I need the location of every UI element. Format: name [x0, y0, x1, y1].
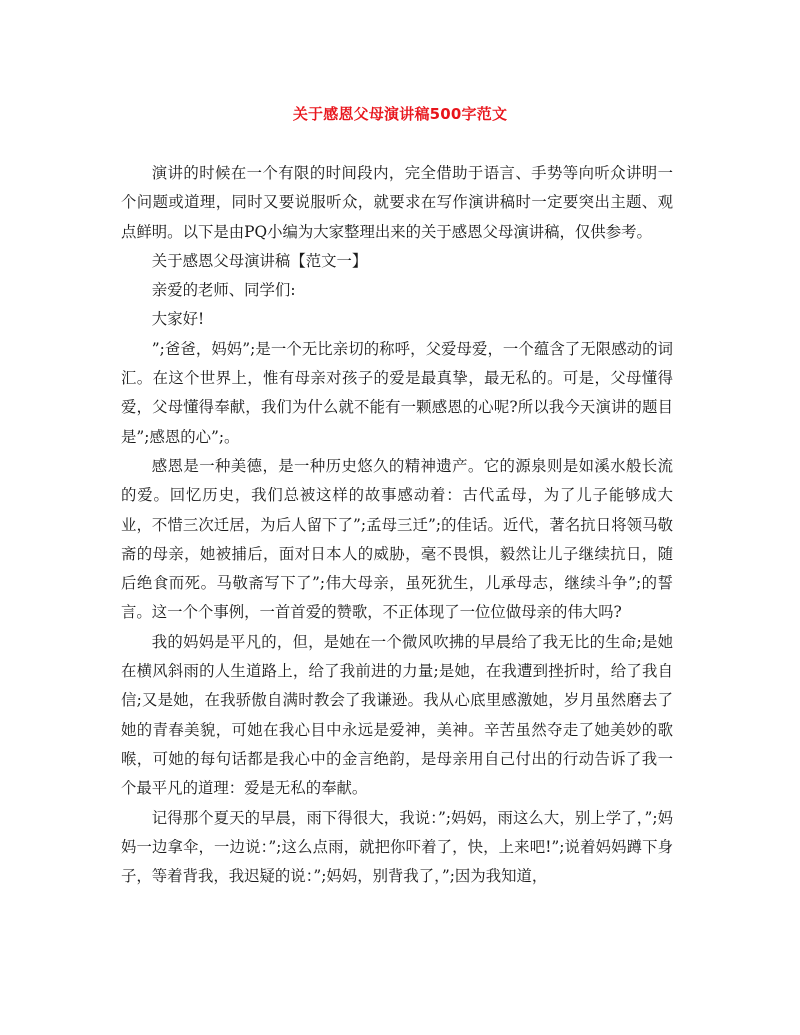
paragraph-heading: 关于感恩父母演讲稿【范文一】 [151, 251, 368, 270]
paragraph-greeting: 大家好! [151, 310, 205, 329]
paragraph-salutation: 亲爱的老师、同学们: [151, 281, 296, 300]
paragraph-body-1: ”;爸爸，妈妈”;是一个无比亲切的称呼，父爱母爱，一个蕴含了无限感动的词汇。在这个世界上，惟有母亲对孩子的爱是最真挚，最无私的。可是，父母懂得爱，父母懂得奉献，我们为什么就不能有一颗感恩的心呢?所以我今天演讲的题目是”;感恩的心”;。 [121, 339, 673, 446]
document-body [121, 159, 673, 891]
paragraph-body-2: 感恩是一种美德，是一种历史悠久的精神遗产。它的源泉则是如溪水般长流的爱。回忆历史，我们总被这样的故事感动着：古代孟母，为了儿子能够成大业，不惜三次迁居，为后人留下了”;孟母三迁”;的佳话。近代，著名抗日将领马敬斋的母亲，她被捕后，面对日本人的威胁，毫不畏惧，毅然让儿子继续抗日，随后绝食而死。马敬斋写下了”;伟大母亲，虽死犹生，儿承母志，继续斗争”;的誓言。这一个个事例，一首首爱的赞歌，不正体现了一位位做母亲的伟大吗? [121, 456, 673, 622]
paragraph-body-4: 记得那个夏天的早晨，雨下得很大，我说：”;妈妈，雨这么大，别上学了，”;妈妈一边拿伞，一边说：”;这么点雨，就把你吓着了，快，上来吧!”;说着妈妈蹲下身子，等着背我，我迟疑的说：”;妈妈，别背我了，”;因为我知道， [121, 808, 673, 886]
paragraph-body-3: 我的妈妈是平凡的，但，是她在一个微风吹拂的早晨给了我无比的生命;是她在横风斜雨的人生道路上，给了我前进的力量;是她，在我遭到挫折时，给了我自信;又是她，在我骄傲自满时教会了我谦逊。我从心底里感激她，岁月虽然磨去了她的青春美貌，可她在我心目中永远是爱神，美神。辛苦虽然夺走了她美妙的歌喉，可她的每句话都是我心中的金言绝韵，是母亲用自己付出的行动告诉了我一个最平凡的道理：爱是无私的奉献。 [121, 632, 673, 798]
paragraph-intro: 演讲的时候在一个有限的时间段内，完全借助于语言、手势等向听众讲明一个问题或道理，同时又要说服听众，就要求在写作演讲稿时一定要突出主题、观点鲜明。以下是由PQ小编为大家整理出来的关于感恩父母演讲稿，仅供参考。 [121, 164, 673, 241]
document-title: 关于感恩父母演讲稿500字范文 [292, 105, 508, 123]
